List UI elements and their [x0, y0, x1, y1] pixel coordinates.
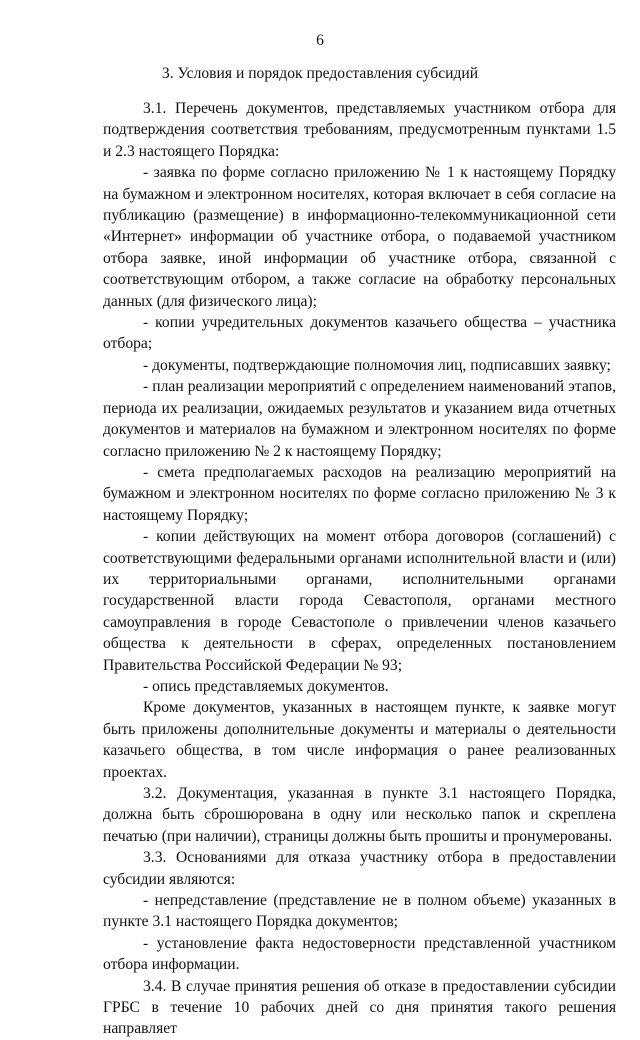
paragraph-3-2: 3.2. Документация, указанная в пункте 3.1 настоящего Порядка, должна быть сброшюрована в одну или несколько папок и скреплена печатью (при наличии), страницы должны быть прошиты и пронумерованы.: [103, 785, 616, 845]
paragraph-additional-documents: Кроме документов, указанных в настоящем пункте, к заявке могут быть приложены дополнительные документы и материалы о деятельности казачьего общества, в том числе информация о ранее реализованных проектах.: [103, 699, 616, 781]
list-item-founding-documents: - копии учредительных документов казачьего общества – участника отбора;: [103, 314, 616, 353]
list-item-incomplete-documents: - непредставление (представление не в полном объеме) указанных в пункте 3.1 настоящего Порядка документов;: [103, 892, 616, 931]
paragraph-3-4: 3.4. В случае принятия решения об отказе в предоставлении субсидии ГРБС в течение 10 рабочих дней со дня принятия такого решения направляет: [103, 977, 616, 1038]
list-item-authority-documents: - документы, подтверждающие полномочия лиц, подписавших заявку;: [143, 356, 611, 374]
list-item-implementation-plan: - план реализации мероприятий с определением наименований этапов, периода их реализации, ожидаемых результатов и указанием вида отчетных документов и материалов на бумажном и электронном носителях по форме согласно приложению № 2 к настоящему Порядку;: [103, 378, 616, 460]
list-item-false-information: - установление факта недостоверности представленной участником отбора информации.: [103, 934, 616, 974]
list-item-application: - заявка по форме согласно приложению № 1 к настоящему Порядку на бумажном и электронном носителях, которая включает в себя согласие на публикацию (размещение) в информационно-телекоммуникационной сети «Интернет» информации об участнике отбора, о подаваемой участником отбора заявке, иной информации об участнике отбора, связанной с соответствующим отбором, а также согласие на обработку персональных данных (для физического лица);: [103, 164, 616, 310]
paragraph-3-3: 3.3. Основаниями для отказа участнику отбора в предоставлении субсидии являются:: [103, 849, 616, 888]
document-body: [103, 98, 616, 1040]
list-item-agreements: - копии действующих на момент отбора договоров (соглашений) с соответствующими федеральными органами исполнительной власти и (или) их территориальными органами, исполнительными органами государственной власти города Севастополя, органами местного самоуправления в городе Севастополе о привлечении членов казачьего общества к деятельности в сферах, определенных постановлением Правительства Российской Федерации № 93;: [103, 528, 616, 674]
paragraph-3-1-intro: 3.1. Перечень документов, представляемых участником отбора для подтверждения соответствия требованиям, предусмотренным пунктами 1.5 и 2.3 настоящего Порядка:: [103, 100, 616, 160]
list-item-inventory: - опись представляемых документов.: [143, 677, 389, 695]
page-number: 6: [316, 32, 324, 49]
section-heading: 3. Условия и порядок предоставления субсидий: [161, 65, 479, 82]
list-item-cost-estimate: - смета предполагаемых расходов на реализацию мероприятий на бумажном и электронном носителях по форме согласно приложению № 3 к настоящему Порядку;: [103, 463, 616, 524]
